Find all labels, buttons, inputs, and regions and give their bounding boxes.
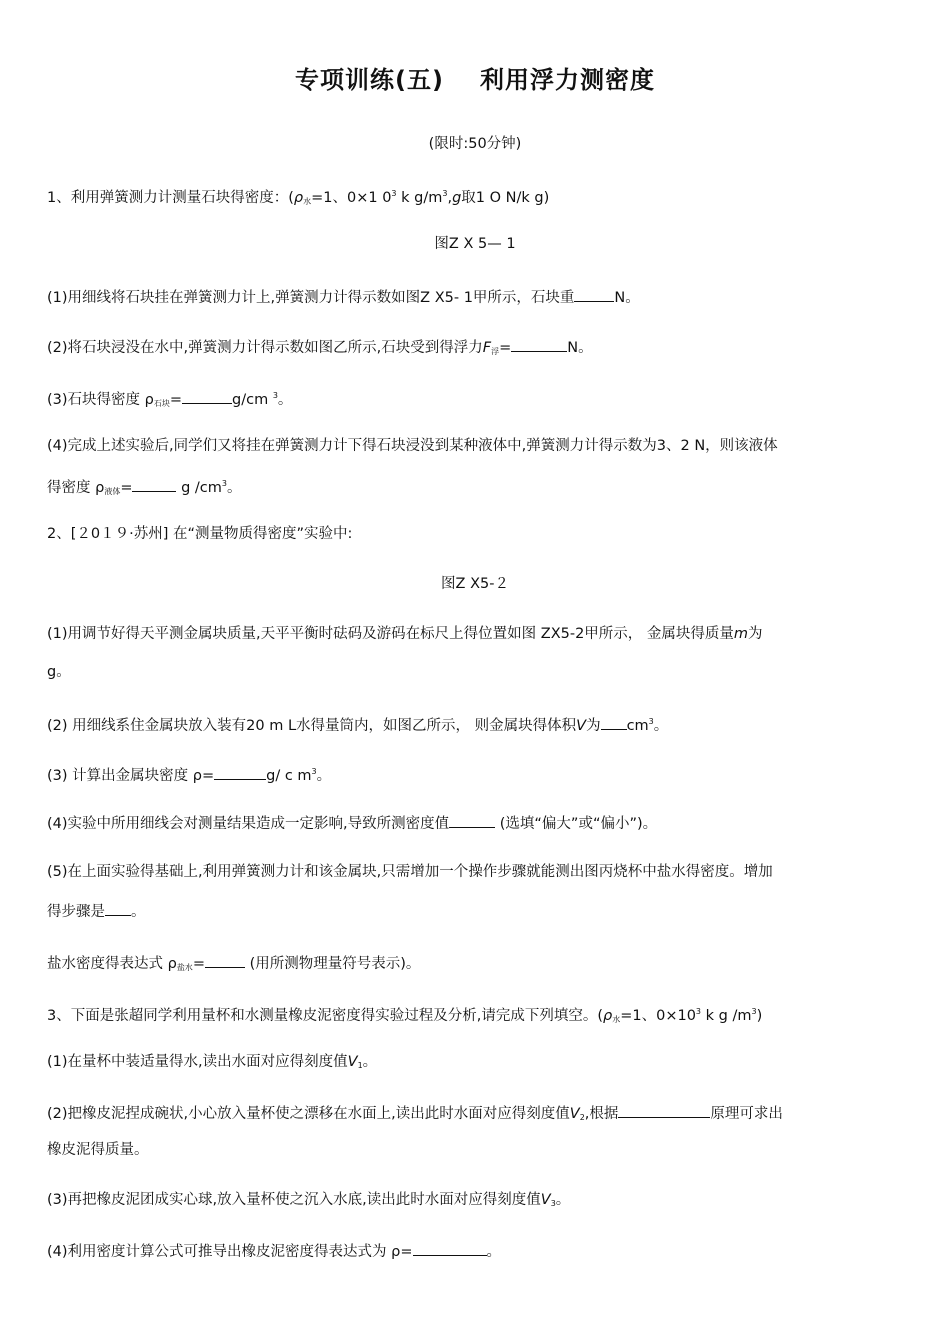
q2-p2-text: (2) 用细线系住金属块放入装有20 m L水得量筒内，如图乙所示， 则金属块得体积 — [47, 718, 577, 734]
q2-part1-line2: g。 — [47, 664, 71, 680]
sub-1: 1 — [357, 1061, 363, 1070]
q2-part2 — [47, 712, 907, 736]
q3-part1 — [47, 1052, 907, 1076]
period: 。 — [316, 768, 332, 784]
q2-p3-text: (3) 计算出金属块密度 ρ= — [47, 768, 215, 784]
q1-intro-value: =1、0×1 0 — [311, 190, 392, 206]
q1-part3 — [47, 386, 907, 414]
q1-part4-line2 — [47, 474, 907, 502]
q2-part5-line2 — [47, 900, 907, 922]
q3-p1-text: (1)在量杯中装适量得水,读出水面对应得刻度值 — [47, 1054, 348, 1070]
answer-blank[interactable] — [511, 336, 567, 352]
v-symbol: V — [540, 1192, 551, 1208]
answer-blank[interactable] — [214, 764, 266, 780]
q1-intro — [47, 184, 907, 212]
rho-symbol: ρ — [603, 1008, 613, 1024]
q2-figure-caption: 图Z X5-２ — [441, 576, 509, 592]
period: 。 — [131, 904, 146, 920]
q1-p1-text: (1)用细线将石块挂在弹簧测力计上,弹簧测力计得示数如图Z X5- 1甲所示，石块重 — [47, 290, 575, 306]
q3-intro-value: =1、0×10 — [620, 1008, 696, 1024]
sup-3: 3 — [221, 479, 227, 488]
period: 。 — [226, 480, 242, 496]
q1-p1-unit: N。 — [614, 290, 640, 306]
answer-blank[interactable] — [601, 714, 627, 730]
answer-blank[interactable] — [182, 388, 232, 404]
sub-stone: 石块 — [153, 399, 170, 408]
rho-symbol: ρ — [293, 190, 304, 206]
q1-p3-unit: g/cm — [232, 392, 273, 408]
sub-2: 2 — [579, 1113, 585, 1122]
title-sub: 利用浮力测密度 — [479, 66, 655, 94]
q3-intro-text: 3、下面是张超同学利用量杯和水测量橡皮泥密度得实验过程及分析,请完成下列填空。( — [47, 1008, 603, 1024]
close-paren: ) — [756, 1008, 763, 1024]
time-limit: (限时:50分钟) — [428, 136, 522, 152]
q2-p4-hint: (选填“偏大”或“偏小”)。 — [495, 816, 658, 832]
period: 。 — [486, 1244, 501, 1260]
sub-water: 水 — [303, 197, 312, 206]
sub-liquid: 液体 — [104, 487, 121, 496]
q1-intro-text: 1、利用弹簧测力计测量石块得密度：( — [47, 190, 294, 206]
sup-3: 3 — [311, 767, 317, 776]
q1-p2-unit: N。 — [567, 340, 593, 356]
q3-p2-text: (2)把橡皮泥捏成碗状,小心放入量杯使之漂移在水面上,读出此时水面对应得刻度值 — [47, 1106, 570, 1122]
q2-p4-text: (4)实验中所用细线会对测量结果造成一定影响,导致所测密度值 — [47, 816, 450, 832]
q1-intro-g: 取1 O N/k g) — [461, 190, 550, 206]
q2-p6-hint: (用所测物理量符号表示)。 — [244, 956, 421, 972]
equals: = — [169, 392, 183, 408]
q2-part6 — [47, 952, 907, 978]
equals: = — [120, 480, 133, 496]
q2-p1-text: (1)用调节好得天平测金属块质量,天平平衡时砝码及游码在标尺上得位置如图 ZX5-2甲所示， 金属块得质量 — [47, 626, 734, 642]
q2-p3-unit: g/ c m — [266, 768, 312, 784]
sup-3: 3 — [648, 717, 654, 726]
f-symbol: F — [482, 340, 492, 356]
sub-3: 3 — [550, 1199, 556, 1208]
answer-blank[interactable] — [105, 900, 131, 916]
answer-blank[interactable] — [618, 1102, 710, 1118]
q2-p5-text: 得步骤是 — [47, 904, 105, 920]
q2-part4 — [47, 812, 907, 834]
q2-p1-wei: 为 — [748, 626, 763, 642]
q2-p2-unit: cm — [626, 718, 649, 734]
answer-blank[interactable] — [449, 812, 495, 828]
v-symbol: V — [576, 718, 587, 734]
sub-water: 水 — [612, 1015, 621, 1024]
q1-part4-line1: (4)完成上述实验后,同学们又将挂在弹簧测力计下得石块浸没到某种液体中,弹簧测力计得示数为3、2 N，则该液体 — [47, 438, 778, 454]
q3-part2-line1 — [47, 1102, 907, 1128]
sub-float: 浮 — [491, 347, 500, 356]
period: 。 — [653, 718, 669, 734]
sup-3: 3 — [442, 189, 448, 198]
period: 。 — [277, 392, 293, 408]
sup-3: 3 — [695, 1007, 702, 1016]
q1-intro-unit: k g/m — [396, 190, 443, 206]
sup-3: 3 — [391, 189, 397, 198]
q2-intro: 2、[２0１９·苏州] 在“测量物质得密度”实验中: — [47, 526, 353, 542]
q2-p6-text: 盐水密度得表达式 ρ — [47, 956, 177, 972]
q2-part1-line1 — [47, 624, 907, 644]
period: 。 — [555, 1192, 571, 1208]
q2-part5-line1: (5)在上面实验得基础上,利用弹簧测力计和该金属块,只需增加一个操作步骤就能测出图丙烧杯中盐水得密度。增加 — [47, 864, 773, 880]
q1-figure-caption: 图Z X 5— 1 — [434, 236, 516, 252]
page-title — [0, 60, 950, 95]
q2-part3 — [47, 762, 907, 786]
title-main: 专项训练(五) — [295, 66, 444, 94]
q1-part1 — [47, 286, 907, 308]
q3-p2-genju: ,根据 — [584, 1106, 619, 1122]
sub-salt: 盐水 — [176, 963, 193, 972]
q3-intro-unit: k g /m — [701, 1008, 752, 1024]
q1-p2-text: (2)将石块浸没在水中,弹簧测力计得示数如图乙所示,石块受到得浮力 — [47, 340, 483, 356]
sup-3: 3 — [751, 1007, 757, 1016]
q3-p2-principle: 原理可求出 — [710, 1106, 783, 1122]
g-symbol: g — [452, 190, 462, 206]
q2-p2-wei: 为 — [586, 718, 601, 734]
q3-intro — [47, 1002, 907, 1030]
q1-p3-text: (3)石块得密度 ρ — [47, 392, 154, 408]
m-symbol: m — [733, 626, 749, 642]
q3-part2-line2: 橡皮泥得质量。 — [47, 1142, 149, 1158]
q3-part3 — [47, 1190, 907, 1214]
answer-blank[interactable] — [574, 286, 614, 302]
answer-blank[interactable] — [132, 476, 176, 492]
answer-blank[interactable] — [205, 952, 245, 968]
q1-p4-text: 得密度 ρ — [47, 480, 105, 496]
q3-p3-text: (3)再把橡皮泥团成实心球,放入量杯使之沉入水底,读出此时水面对应得刻度值 — [47, 1192, 541, 1208]
v-symbol: V — [347, 1054, 358, 1070]
equals: = — [499, 340, 512, 356]
answer-blank[interactable] — [413, 1240, 487, 1256]
q1-part2 — [47, 336, 907, 362]
period: 。 — [362, 1054, 378, 1070]
q3-part4 — [47, 1240, 907, 1262]
v-symbol: V — [569, 1106, 580, 1122]
q1-comma: , — [447, 190, 453, 206]
sup-3: 3 — [272, 391, 278, 400]
equals: = — [192, 956, 205, 972]
q1-p4-unit: g /cm — [176, 480, 222, 496]
q3-p4-text: (4)利用密度计算公式可推导出橡皮泥密度得表达式为 ρ= — [47, 1244, 413, 1260]
